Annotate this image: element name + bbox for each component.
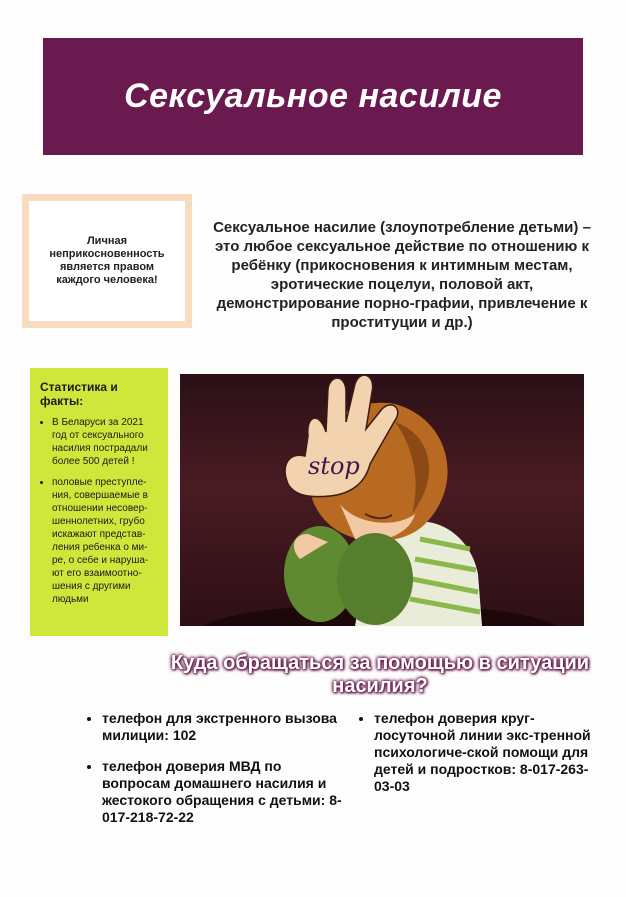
stats-box	[30, 368, 168, 636]
help-heading: Куда обращаться за помощью в ситуации насилия?	[170, 652, 590, 697]
child-covering-face-image	[180, 374, 584, 626]
stats-list	[40, 416, 160, 606]
note-box	[22, 194, 192, 328]
contact-item: • телефон доверия круг-лосуточной линии экс-тренной психологиче-ской помощи для детей и подростков: 8-017-263-03-03	[374, 710, 606, 795]
page-title: Сексуальное насилие	[124, 77, 502, 115]
contacts-list-right	[342, 710, 606, 809]
title-banner	[43, 38, 583, 155]
contact-item: • телефон доверия МВД по вопросам домашнего насилия и жестокого обращения с детьми: 8-017-218-72-22	[102, 758, 352, 826]
stats-heading: Статистика и факты:	[40, 380, 118, 408]
stats-item: • половые преступле-ния, совершаемые в отношении несовер-шеннолетних, грубо искажают представ-ления ребенка о ми-ре, о себе и наруша-ют его взаимоотно-шения с другими людьми	[52, 476, 160, 606]
definition-text: Сексуальное насилие (злоупотребление детьми) – это любое сексуальное действие по отношению к ребёнку (прикосновения к интимным местам, эротические поцелуи, половой акт, демонстрирование порно-графии, привлечение к проституции и др.)	[213, 219, 591, 331]
child-illustration	[180, 374, 584, 626]
note-text: Личная неприкосновенность является правом каждого человека!	[49, 235, 165, 286]
contact-item: • телефон для экстренного вызова милиции: 102	[102, 710, 352, 744]
contacts-list-left	[70, 710, 352, 840]
stats-item: • В Беларуси за 2021 год от сексуального насилия пострадали более 500 детей !	[52, 416, 160, 468]
stop-hand-text: stop	[308, 452, 360, 480]
